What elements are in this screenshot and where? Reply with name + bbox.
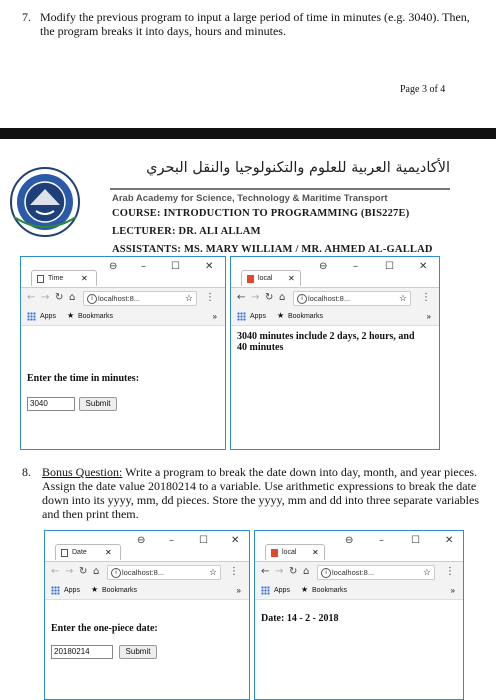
tab-bar <box>255 531 463 561</box>
profile-icon[interactable]: ⊖ <box>345 535 354 546</box>
submit-button[interactable]: Submit <box>119 645 157 659</box>
forward-icon[interactable]: → <box>251 292 260 303</box>
reload-icon[interactable]: ↻ <box>55 292 64 303</box>
profile-icon[interactable]: ⊖ <box>109 261 118 272</box>
close-window-button[interactable]: ✕ <box>205 261 214 272</box>
tab-bar <box>45 531 249 561</box>
home-icon[interactable]: ⌂ <box>69 292 76 303</box>
url-text: localhost:8... <box>122 568 165 577</box>
apps-grid-icon[interactable] <box>27 312 36 321</box>
bonus-label: Bonus Question: <box>42 465 123 479</box>
page-content <box>255 599 463 699</box>
bookmarks-link[interactable]: Bookmarks <box>288 313 324 320</box>
reload-icon[interactable]: ↻ <box>289 566 298 577</box>
url-input[interactable] <box>317 565 435 580</box>
bookmarks-link[interactable]: Bookmarks <box>78 313 114 320</box>
page-icon <box>247 275 254 283</box>
result-text: Date: 14 - 2 - 2018 <box>261 613 339 624</box>
tab-label: Time <box>48 275 64 282</box>
bookmarks-bar <box>231 309 439 326</box>
tab-local[interactable] <box>241 270 301 286</box>
url-text: localhost:8... <box>98 294 141 303</box>
tab-bar <box>21 257 225 287</box>
academy-arabic-name: الأكاديمية العربية للعلوم والتكنولوجيا والنقل البحري <box>146 160 450 176</box>
lecturer-line: LECTURER: DR. ALI ALLAM <box>112 226 261 237</box>
maximize-button[interactable]: ☐ <box>199 535 208 546</box>
info-icon: i <box>297 294 307 304</box>
info-icon: i <box>111 568 121 578</box>
page-icon <box>37 275 44 283</box>
home-icon[interactable]: ⌂ <box>303 566 310 577</box>
home-icon[interactable]: ⌂ <box>279 292 286 303</box>
menu-icon[interactable]: ⋮ <box>421 292 431 303</box>
bookmark-star-icon[interactable]: ☆ <box>398 293 407 303</box>
address-bar-row <box>45 561 249 584</box>
info-icon: i <box>321 568 331 578</box>
tab-local[interactable] <box>265 544 325 560</box>
question-number: 8. <box>22 465 31 479</box>
question-text <box>42 465 484 521</box>
close-window-button[interactable]: ✕ <box>231 535 240 546</box>
forward-icon[interactable]: → <box>65 566 74 577</box>
bookmarks-link[interactable]: Bookmarks <box>102 587 138 594</box>
back-icon[interactable]: ← <box>261 566 270 577</box>
browser-window-date-result <box>254 530 464 700</box>
url-input[interactable] <box>293 291 411 306</box>
course-line: COURSE: INTRODUCTION TO PROGRAMMING (BIS227E) <box>112 208 410 219</box>
forward-icon[interactable]: → <box>41 292 50 303</box>
info-icon: i <box>87 294 97 304</box>
minimize-button[interactable]: – <box>379 535 384 546</box>
tab-label: local <box>282 549 297 556</box>
bookmark-star-icon[interactable]: ☆ <box>184 293 193 303</box>
address-bar-row <box>255 561 463 584</box>
browser-window-result <box>230 256 440 450</box>
minutes-input[interactable]: 3040 <box>27 397 75 411</box>
page-icon <box>61 549 68 557</box>
url-text: localhost:8... <box>308 294 351 303</box>
reload-icon[interactable]: ↻ <box>265 292 274 303</box>
bookmarks-link[interactable]: Bookmarks <box>312 587 348 594</box>
bookmarks-star-icon: ★ <box>67 311 75 320</box>
apps-grid-icon[interactable] <box>237 312 246 321</box>
academy-english-name: Arab Academy for Science, Technology & Maritime Transport <box>112 193 388 204</box>
browser-window-date <box>44 530 250 700</box>
header-divider <box>0 128 496 139</box>
result-text: 3040 minutes include 2 days, 2 hours, and 40 minutes <box>237 331 415 353</box>
menu-icon[interactable]: ⋮ <box>229 566 239 577</box>
page-content <box>45 599 249 699</box>
maximize-button[interactable]: ☐ <box>411 535 420 546</box>
more-bookmarks-icon[interactable]: » <box>212 312 217 321</box>
more-bookmarks-icon[interactable]: » <box>236 586 241 595</box>
profile-icon[interactable]: ⊖ <box>137 535 146 546</box>
forward-icon[interactable]: → <box>275 566 284 577</box>
close-window-button[interactable]: ✕ <box>419 261 428 272</box>
close-window-button[interactable]: ✕ <box>445 535 454 546</box>
url-text: localhost:8... <box>332 568 375 577</box>
address-bar-row <box>231 287 439 310</box>
submit-button[interactable]: Submit <box>79 397 117 411</box>
menu-icon[interactable]: ⋮ <box>445 566 455 577</box>
apps-link[interactable]: Apps <box>250 313 266 320</box>
url-input[interactable] <box>107 565 221 580</box>
back-icon[interactable]: ← <box>27 292 36 303</box>
tab-bar <box>231 257 439 287</box>
prompt-label: Enter the one-piece date: <box>51 623 158 634</box>
bonus-text: Write a program to break the date down into day, month, and year pieces. Assign the date value 20180214 to a variable. Use arithmetic expressions to break the date down into its yyyy, mm, dd pieces. Store the yyyy, mm and dd into three separate variables and then print them. <box>42 465 480 521</box>
bookmarks-star-icon: ★ <box>277 311 285 320</box>
home-icon[interactable]: ⌂ <box>93 566 100 577</box>
apps-grid-icon[interactable] <box>51 586 60 595</box>
tab-date[interactable] <box>55 544 121 560</box>
minimize-button[interactable]: – <box>169 535 174 546</box>
assistants-line: ASSISTANTS: MS. MARY WILLIAM / MR. AHMED AL-GALLAD <box>112 244 433 255</box>
tab-time[interactable] <box>31 270 97 286</box>
more-bookmarks-icon[interactable]: » <box>426 312 431 321</box>
close-tab-icon[interactable]: ✕ <box>105 548 112 557</box>
bookmark-star-icon[interactable]: ☆ <box>422 567 431 577</box>
maximize-button[interactable]: ☐ <box>171 261 180 272</box>
arabic-underline <box>110 188 450 190</box>
page-content <box>21 325 225 449</box>
close-tab-icon[interactable]: ✕ <box>81 274 88 283</box>
page-icon <box>271 549 278 557</box>
apps-grid-icon[interactable] <box>261 586 270 595</box>
bookmarks-bar <box>21 309 225 326</box>
minimize-button[interactable]: – <box>141 261 146 272</box>
more-bookmarks-icon[interactable]: » <box>450 586 455 595</box>
address-bar-row <box>21 287 225 310</box>
page-content <box>231 325 439 449</box>
prompt-label: Enter the time in minutes: <box>27 373 140 384</box>
question-number: 7. <box>22 10 31 24</box>
browser-window-time <box>20 256 226 450</box>
apps-link[interactable]: Apps <box>40 313 56 320</box>
date-input[interactable]: 20180214 <box>51 645 113 659</box>
reload-icon[interactable]: ↻ <box>79 566 88 577</box>
question-text: Modify the previous program to input a large period of time in minutes (e.g. 3040). Then, the program breaks it into days, hours and minutes. <box>40 10 470 38</box>
url-input[interactable] <box>83 291 197 306</box>
profile-icon[interactable]: ⊖ <box>319 261 328 272</box>
back-icon[interactable]: ← <box>237 292 246 303</box>
bookmarks-star-icon: ★ <box>91 585 99 594</box>
tab-label: local <box>258 275 273 282</box>
menu-icon[interactable]: ⋮ <box>205 292 215 303</box>
minimize-button[interactable]: – <box>353 261 358 272</box>
tab-label: Date <box>72 549 87 556</box>
academy-logo-icon <box>8 165 82 239</box>
apps-link[interactable]: Apps <box>64 587 80 594</box>
bookmarks-star-icon: ★ <box>301 585 309 594</box>
bookmarks-bar <box>45 583 249 600</box>
apps-link[interactable]: Apps <box>274 587 290 594</box>
maximize-button[interactable]: ☐ <box>385 261 394 272</box>
page-number: Page 3 of 4 <box>400 84 446 95</box>
close-tab-icon[interactable]: ✕ <box>288 274 295 283</box>
close-tab-icon[interactable]: ✕ <box>312 548 319 557</box>
back-icon[interactable]: ← <box>51 566 60 577</box>
bookmark-star-icon[interactable]: ☆ <box>208 567 217 577</box>
bookmarks-bar <box>255 583 463 600</box>
